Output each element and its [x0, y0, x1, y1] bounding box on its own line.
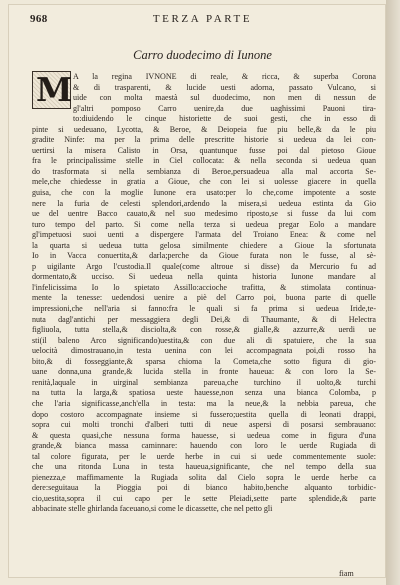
text-line: uelocità dimostrauano,in testa uenina con lei accompagnata poi,di rosso ha — [32, 346, 376, 356]
text-line: A la regina IVNONE di reale, & ricca, & superba Corona — [73, 72, 376, 81]
running-head: TERZA PARTE — [152, 13, 253, 25]
text-line: dere:seguitaua la Pioggia poi di bianco habito,benche alquanto torbidic- — [32, 483, 376, 493]
text-line: dopo costoro accompagnate insieme si fussero;uestita quella di leonati drappi, — [32, 409, 376, 419]
text-line: renità,laquale in uirginal sembianza pareua,che turchino il uolto,& turchi — [32, 377, 376, 387]
text-line: impressioni,che nell'aria si fanno:fra le quali si fa prima si uedeua Iride,te- — [32, 304, 376, 314]
text-line: uertirsi la misera Calisto in Orsa, quantunque fusse poi dal pietoso Gioue — [32, 145, 376, 155]
text-line: gradite Ninfe: ma per la prima delle prescritte historie si uedeua da lei con- — [32, 135, 376, 145]
text-line: guisa, che con la moglie Iunone era usato:per lo che,come impotente a soste — [32, 188, 376, 198]
text-line: che l'aria significasse,anch'ella in testa: ma la neue,& la nebbia pareua, che — [32, 398, 376, 408]
text-line: grande,& bianca massa caminnare: hauendo con loro le uerde Rugiada di — [32, 441, 376, 451]
text-line: sti(il baleno Arco significando)uestita,& con due ali di spatuiere, che la sua — [32, 335, 376, 345]
text-line: la quarta si uedeua tutta gelosa similmente chiedere a Gioue la sfortunata — [32, 240, 376, 250]
text-line: figliuola, tutta stella,& disciolta,& con rosse,& gialle,& azzurre,& uerdi ue — [32, 325, 376, 335]
drop-cap-letter: M — [36, 70, 73, 109]
text-line: dormentato,& ucciso. Si uedeua nella quinta historia Iunone mandare al — [32, 272, 376, 282]
text-line: che una ritonda Luna in testa haueua,significante, che nel tempo della sua — [32, 462, 376, 472]
text-line: mele,che chiedesse in gratia a Gioue, che con lei si uolesse giacere in quella — [32, 177, 376, 187]
text-line: tal colore figurata, per le uerde herbe in cui si uede commentemente suole: — [32, 451, 376, 461]
text-line: & di trasparenti, & lucide uesti adorna, passato Vulcano, si — [73, 82, 376, 92]
text-line: pinte si uedeuano, Lycotta, & Beroe, & Deiopeia fue piu belle,& da le piu — [32, 124, 376, 134]
catchword: fiam — [339, 569, 354, 578]
page-number: 968 — [30, 13, 48, 25]
text-line: l'infelicissima Io lo spietato Assillo:accioche trafitta, & stimolata continua- — [32, 282, 376, 292]
text-line: na tutta la larga,& spatiosa ueste hauesse,non senza una bianca Colomba, p — [32, 388, 376, 398]
chapter-title: Carro duodecimo di Iunone — [133, 48, 272, 62]
text-line: Io in Vacca conuertita,& darla;perche da Gioue furata non le fusse, al sè- — [32, 251, 376, 261]
text-line: cio,uestita,sopra il cui capo per le sette Pleiadi,sette parte splendide,& parte — [32, 493, 376, 503]
page-header — [30, 13, 375, 29]
text-line: gl'altri pomposo Carro uenire,da due uaghissimi Pauoni tira- — [73, 103, 376, 113]
text-line: mente la tenesse: uedendosi uenire a piè del Carro poi, buona parte di quelle — [32, 293, 376, 303]
page-sheet — [8, 4, 386, 578]
text-line: turo tempo del parto. Si come nella terza si uedeua pregar Eolo a mandare — [32, 219, 376, 229]
text-line: sopra cui molti tronchi d'alberi tutti di neue aspersi di posarsi sembrauano: — [32, 420, 376, 430]
body-text — [32, 72, 376, 515]
text-line: to:diuidendo le cinque historiette de suoi gesti, che in esso di — [73, 114, 376, 124]
page-fold — [386, 0, 400, 585]
text-line: nere la furia de celesti splendori,ardendo la misera,si uedeua estinta da Gio — [32, 198, 376, 208]
text-line: pienezza,e maffimamente la Rugiada solita dal Cielo sopra le uerde herbe ca — [32, 472, 376, 482]
text-line: p uigilante Argo l'custodia.Il quale(come altroue si disse) da Mercurio fu ad — [32, 261, 376, 271]
text-line: uane donna,una grande,& lucida stella in fronte haueua: & con loro la Se- — [32, 367, 376, 377]
text-line: bito,& di fosseggiante,& sparsa chioma la Cometa,che sotto figura di gio- — [32, 356, 376, 366]
text-line: nuta dagl'antichi per messaggiera degli Dei,& di Thaumante, & di Helectra — [32, 314, 376, 324]
text-line: do trasformata si nella sembianza di Beroe,persuadeua alla mal accorta Se- — [32, 166, 376, 176]
text-line: & questa quasi,che nessuna forma hauesse, si uedeua come in figura d'una — [32, 430, 376, 440]
text-line: abbacinate stelle ghirlanda faceuano,si come le dicassette, che nel petto gli — [32, 504, 273, 514]
text-line: fra le principalissime stelle in Ciel collocata: & nella seconda si uedeua quan — [32, 156, 376, 166]
text-line: ue del uentre Bacco cauato,& nel suo medesimo riposto,se si fusse da lui com — [32, 209, 376, 219]
text-line: gl'impetuosi suoi uenti a dispergere l'armata del Troiano Enea: & come nel — [32, 230, 376, 240]
text-line: uide con molta maestà sul duodecimo, non men di nessun de — [73, 93, 376, 103]
